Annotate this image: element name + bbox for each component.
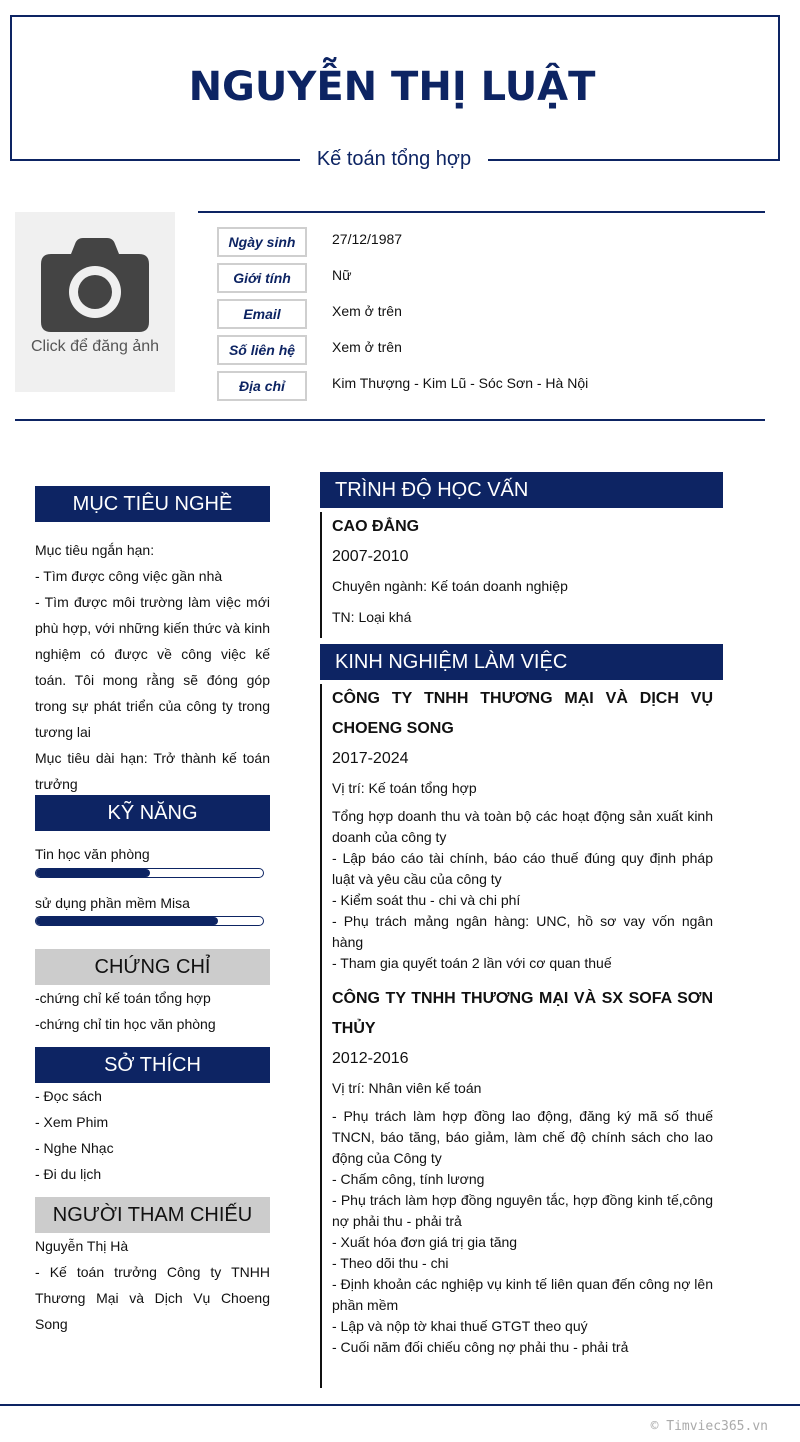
hobby-item: - Đọc sách xyxy=(35,1088,102,1104)
certificates-heading: CHỨNG CHỈ xyxy=(35,949,270,985)
job-position: Vị trí: Kế toán tổng hợp xyxy=(332,780,477,796)
job-duty: - Lập báo cáo tài chính, báo cáo thuế đúng quy định pháp luật và yêu cầu của công ty xyxy=(332,850,713,887)
skill-name: Tin học văn phòng xyxy=(35,846,150,862)
job-company: CÔNG TY TNHH THƯƠNG MẠI VÀ DỊCH VỤ CHOENG SONG xyxy=(332,690,713,737)
info-label: Email xyxy=(217,299,307,329)
references-heading: NGƯỜI THAM CHIẾU xyxy=(35,1197,270,1233)
footer-brand[interactable]: © Timviec365.vn xyxy=(650,1419,768,1434)
hobby-item: - Xem Phim xyxy=(35,1114,109,1130)
photo-upload-label: Click để đăng ảnh xyxy=(30,338,160,355)
info-row-gender xyxy=(217,263,757,293)
skill-name: sử dụng phần mềm Misa xyxy=(35,895,190,911)
skills-heading: KỸ NĂNG xyxy=(35,795,270,831)
objective-line: Mục tiêu ngắn hạn: xyxy=(35,542,155,558)
education-timeline-line xyxy=(320,512,322,638)
reference-item: - Kế toán trưởng Công ty TNHH Thương Mại và Dịch Vụ Choeng Song xyxy=(35,1264,270,1332)
job-duty: - Kiểm soát thu - chi và chi phí xyxy=(332,892,521,908)
job-duty: Tổng hợp doanh thu và toàn bộ các hoạt động sản xuất kinh doanh của công ty xyxy=(332,808,713,845)
skill-bar-fill xyxy=(36,917,218,925)
footer-divider xyxy=(0,1404,800,1406)
info-label: Số liên hệ xyxy=(217,335,307,365)
info-divider-bottom xyxy=(15,419,765,421)
photo-upload[interactable] xyxy=(15,212,175,392)
candidate-name: NGUYỄN THỊ LUẬT xyxy=(188,64,596,110)
job-company: CÔNG TY TNHH THƯƠNG MẠI VÀ SX SOFA SƠN THỦY xyxy=(332,990,713,1037)
education-heading: TRÌNH ĐỘ HỌC VẤN xyxy=(320,472,723,508)
info-row-phone xyxy=(217,335,757,365)
experience-heading: KINH NGHIỆM LÀM VIỆC xyxy=(320,644,723,680)
job-duty: - Phụ trách mảng ngân hàng: UNC, hồ sơ vay vốn ngân hàng xyxy=(332,913,713,950)
job-duties xyxy=(332,806,713,974)
camera-icon xyxy=(41,238,149,332)
job-duty: - Cuối năm đối chiếu công nợ phải thu - phải trả xyxy=(332,1339,629,1355)
job-duty: - Lập và nộp tờ khai thuế GTGT theo quý xyxy=(332,1318,588,1334)
job-title: Kế toán tổng hợp xyxy=(300,146,488,172)
job-duties xyxy=(332,1106,713,1358)
education-result: TN: Loại khá xyxy=(332,609,412,625)
skill-bar-fill xyxy=(36,869,150,877)
info-divider-top xyxy=(198,211,765,213)
objective-heading: MỤC TIÊU NGHỀ NGHIỆP xyxy=(35,486,270,522)
hobbies-list xyxy=(35,1083,270,1187)
info-label: Giới tính xyxy=(217,263,307,293)
objective-line: - Tìm được công việc gần nhà xyxy=(35,568,223,584)
job-duty: - Chấm công, tính lương xyxy=(332,1171,485,1187)
job-duty: - Phụ trách làm hợp đồng nguyên tắc, hợp đồng kinh tế,công nợ phải thu - phải trả xyxy=(332,1192,713,1229)
job-years: 2017-2024 xyxy=(332,750,409,767)
experience-timeline-line xyxy=(320,684,322,1388)
education-major: Chuyên ngành: Kế toán doanh nghiệp xyxy=(332,578,568,594)
skill-bar xyxy=(35,916,264,926)
info-label: Địa chỉ xyxy=(217,371,307,401)
job-duty: - Theo dõi thu - chi xyxy=(332,1255,449,1271)
certificate-item: -chứng chỉ kế toán tổng hợp xyxy=(35,990,211,1006)
hobby-item: - Nghe Nhạc xyxy=(35,1140,114,1156)
objective-text xyxy=(35,537,270,797)
info-value: 27/12/1987 xyxy=(332,231,403,247)
skill-bar xyxy=(35,868,264,878)
objective-line: Mục tiêu dài hạn: Trở thành kế toán trưởng xyxy=(35,750,270,792)
job-position: Vị trí: Nhân viên kế toán xyxy=(332,1080,482,1096)
reference-item: Nguyễn Thị Hà xyxy=(35,1238,129,1254)
info-row-birthdate xyxy=(217,227,757,257)
job-years: 2012-2016 xyxy=(332,1050,409,1067)
education-level: CAO ĐẲNG xyxy=(332,518,420,535)
education-years: 2007-2010 xyxy=(332,548,409,565)
job-duty: - Phụ trách làm hợp đồng lao động, đăng ký mã số thuế TNCN, báo tăng, báo giảm, làm chế độ chính sách cho lao động của Công ty xyxy=(332,1108,713,1166)
job-duty: - Định khoản các nghiệp vụ kinh tế liên quan đến công nợ lên phần mềm xyxy=(332,1276,713,1313)
hobby-item: - Đi du lịch xyxy=(35,1166,102,1182)
info-row-email xyxy=(217,299,757,329)
certificates-list xyxy=(35,985,270,1037)
certificate-item: -chứng chỉ tin học văn phòng xyxy=(35,1016,216,1032)
info-value: Kim Thượng - Kim Lũ - Sóc Sơn - Hà Nội xyxy=(332,375,589,391)
job-duty: - Xuất hóa đơn giá trị gia tăng xyxy=(332,1234,518,1250)
objective-line: - Tìm được môi trường làm việc mới phù hợp, với những kiến thức và kinh nghiệm có được về công việc kế toán. Tôi mong rằng sẽ đóng góp trong sự phát triển của công ty trong tương lai xyxy=(35,594,270,740)
info-value: Xem ở trên xyxy=(332,303,402,319)
references-list xyxy=(35,1233,270,1337)
info-value: Nữ xyxy=(332,267,352,283)
info-row-address xyxy=(217,371,757,401)
hobbies-heading: SỞ THÍCH xyxy=(35,1047,270,1083)
info-label: Ngày sinh xyxy=(217,227,307,257)
job-duty: - Tham gia quyết toán 2 lần với cơ quan thuế xyxy=(332,955,612,971)
info-value: Xem ở trên xyxy=(332,339,402,355)
